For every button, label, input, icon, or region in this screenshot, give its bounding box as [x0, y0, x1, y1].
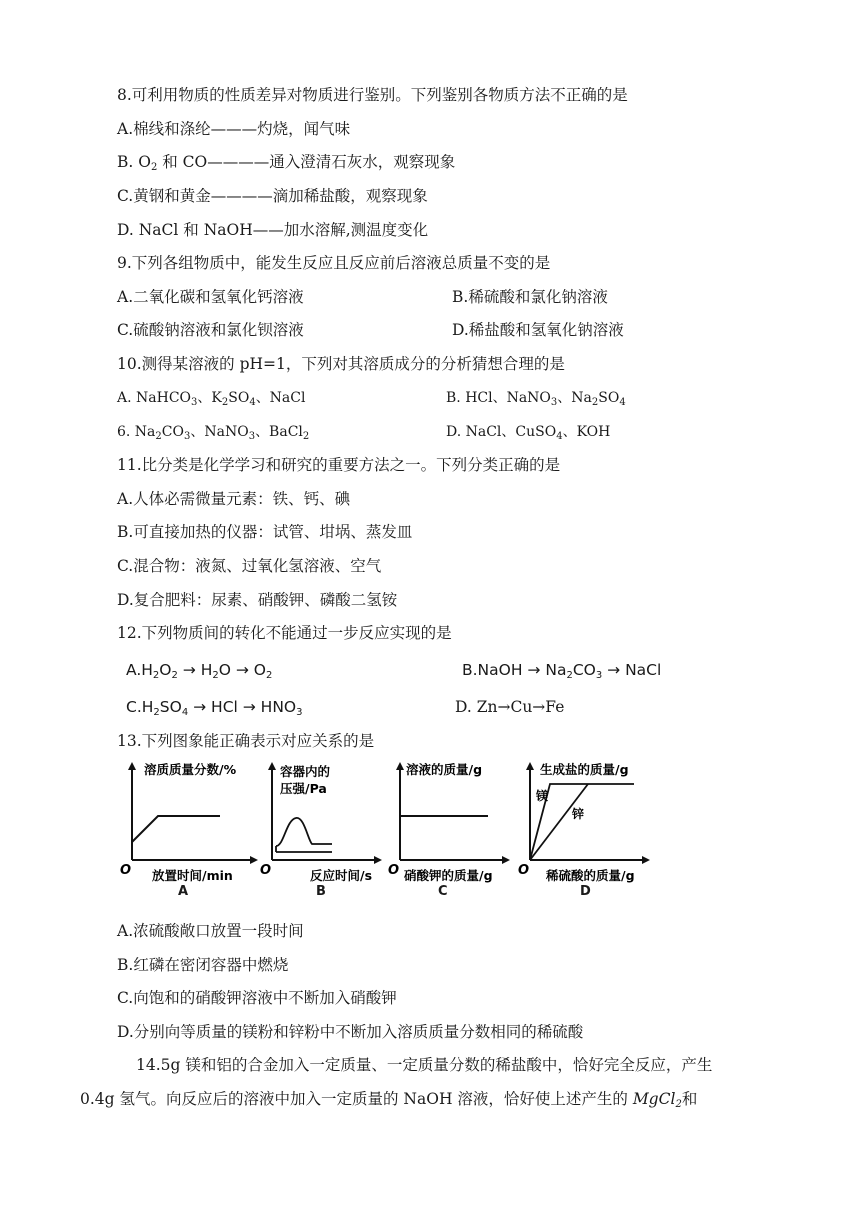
- q12-stem: 12.下列物质间的转化不能通过一步反应实现的是: [117, 624, 452, 642]
- q11-option-d: D.复合肥料：尿素、硝酸钾、磷酸二氢铵: [117, 591, 398, 609]
- q12-option-a: $A.H_2O_2 \to H_2O \to O_2$: [126, 661, 273, 681]
- q12-option-d: D. Zn→Cu→Fe: [455, 698, 565, 716]
- graph-b-ylabel-2: 压强/Pa: [280, 781, 327, 796]
- q9-stem: 9.下列各组物质中，能发生反应且反应前后溶液总质量不变的是: [117, 254, 551, 272]
- q13-option-d: D.分别向等质量的镁粉和锌粉中不断加入溶质质量分数相同的稀硫酸: [117, 1023, 584, 1041]
- q12-option-c: $C.H_2SO_4$ → HCl → $HNO_3$: [126, 698, 303, 718]
- graph-b-ylabel-1: 容器内的: [280, 764, 331, 779]
- graph-d-mg-label: 镁: [536, 789, 549, 803]
- q13-option-b: B.红磷在密闭容器中燃烧: [117, 956, 289, 974]
- graph-c-ylabel: 溶液的质量/g: [406, 762, 483, 777]
- q8-option-c: C.黄钢和黄金————滴加稀盐酸，观察现象: [117, 187, 428, 205]
- q8-stem: 8.可利用物质的性质差异对物质进行鉴别。下列鉴别各物质方法不正确的是: [117, 86, 628, 104]
- graph-d-origin: O: [518, 863, 530, 878]
- graph-d-xlabel: 稀硫酸的质量/g: [546, 868, 635, 883]
- q10-option-d: D. NaCl、CuSO$_4$、KOH: [446, 424, 611, 442]
- graph-b-letter: B: [316, 884, 326, 899]
- q10-option-a: A. NaHCO$_3$、$K_2SO_4$、NaCl: [117, 390, 306, 408]
- q10-stem: 10.测得某溶液的 pH=1，下列对其溶质成分的分析猜想合理的是: [117, 355, 565, 373]
- graph-c-letter: C: [438, 884, 448, 899]
- q10-option-c: 6. $Na_2CO_3$、NaNO$_3$、BaCl$_2$: [117, 424, 310, 442]
- graph-a-origin: O: [120, 863, 132, 878]
- q13-stem: 13.下列图象能正确表示对应关系的是: [117, 732, 375, 750]
- graph-b: [258, 760, 388, 899]
- q13-option-a: A.浓硫酸敞口放置一段时间: [117, 922, 304, 940]
- q11-option-a: A.人体必需微量元素：铁、钙、碘: [117, 490, 351, 508]
- graph-d-zn-label: 锌: [572, 807, 585, 821]
- q13-option-c: C.向饱和的硝酸钾溶液中不断加入硝酸钾: [117, 989, 397, 1007]
- q11-option-c: C.混合物：液氮、过氧化氢溶液、空气: [117, 557, 382, 575]
- q10-option-b: B. HCl、NaNO$_3$、$Na_2SO_4$: [446, 390, 626, 408]
- q11-stem: 11.比分类是化学学习和研究的重要方法之一。下列分类正确的是: [117, 456, 561, 474]
- q12-option-b: B.NaOH → $Na_2CO_3$ → NaCl: [462, 661, 662, 681]
- graph-c-origin: O: [388, 863, 400, 878]
- graph-d: [516, 760, 656, 899]
- q8-option-d: D. NaCl 和 NaOH——加水溶解,测温度变化: [117, 221, 429, 239]
- q8-option-b: B. $O_2$ 和 CO————通入澄清石灰水，观察现象: [117, 153, 456, 173]
- q11-option-b: B.可直接加热的仪器：试管、坩埚、蒸发皿: [117, 523, 413, 541]
- q9-option-a: A.二氧化碳和氢氧化钙溶液: [117, 288, 304, 306]
- graph-a-ylabel: 溶质质量分数/%: [144, 762, 237, 777]
- q9-option-c: C.硫酸钠溶液和氯化钡溶液: [117, 321, 304, 339]
- q9-option-b: B.稀硫酸和氯化钠溶液: [452, 288, 608, 306]
- graph-a-letter: A: [178, 884, 189, 899]
- q9-option-d: D.稀盐酸和氢氧化钠溶液: [452, 321, 624, 339]
- q8-option-a: A.棉线和涤纶———灼烧，闻气味: [117, 120, 351, 138]
- q14-line-1: 14.5g 镁和铝的合金加入一定质量、一定质量分数的稀盐酸中，恰好完全反应，产生: [136, 1056, 713, 1074]
- graph-b-xlabel: 反应时间/s: [310, 868, 373, 883]
- graph-b-origin: O: [260, 863, 272, 878]
- graph-a: [118, 760, 258, 899]
- graph-a-xlabel: 放置时间/min: [152, 868, 233, 883]
- graph-c-xlabel: 硝酸钾的质量/g: [404, 868, 493, 883]
- graph-c: [386, 760, 516, 899]
- graph-d-ylabel: 生成盐的质量/g: [540, 762, 629, 777]
- graph-d-letter: D: [580, 884, 591, 899]
- q14-line-2: 0.4g 氢气。向反应后的溶液中加入一定质量的 NaOH 溶液，恰好使上述产生的 MgCl$_2$和: [80, 1090, 698, 1110]
